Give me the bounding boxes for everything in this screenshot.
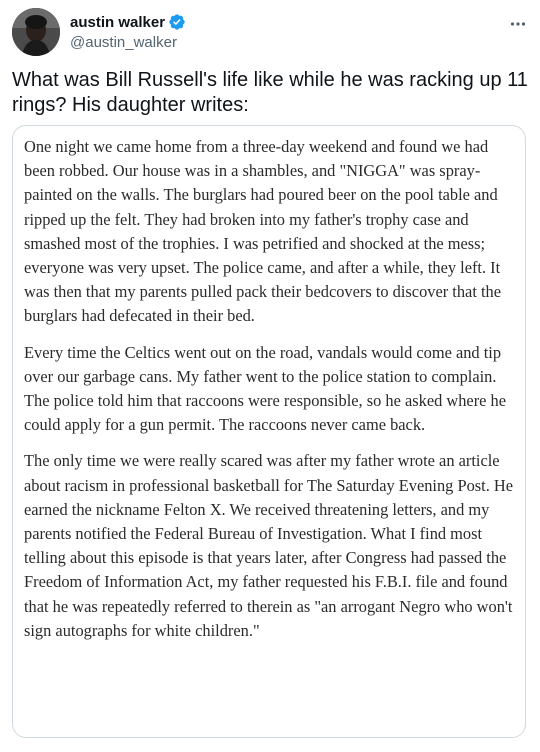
display-name[interactable]: austin walker xyxy=(70,13,166,31)
excerpt-paragraph-3: The only time we were really scared was after my father wrote an article about racism in professional basketball for The Saturday Evening Post. He earned the nickname Felton X. We received threatening letters, and my parents notified the Federal Bureau of Investigation. What I find most telling about this episode is that years later, after Congress had passed the Freedom of Information Act, my father requested his F.B.I. file and found that he was repeatedly referred to therein as "an arrogant Negro who won't sign autographs for white children." xyxy=(24,451,514,640)
excerpt-paragraph-2: Every time the Celtics went out on the road, vandals would come and tip over our garbage cans. My father went to the police station to complain. The police told him that raccoons were responsible, so he asked where he could apply for a gun permit. The raccoons never came back. xyxy=(24,342,506,435)
avatar[interactable] xyxy=(12,8,60,56)
attached-image[interactable] xyxy=(12,125,526,738)
avatar-photo xyxy=(12,8,60,56)
tweet-header xyxy=(12,8,528,58)
excerpt-paragraph-1: One night we came home from a three-day weekend and found we had been robbed. Our house was in a shambles, and "NIGGA" was spray-painted on the walls. The burglars had poured beer on the pool table and ripped up the felt. They had broken into my father's trophy case and smashed most of the trophies. I was petrified and shocked at the mess; everyone was very upset. The police came, and after a while, they left. It was then that my parents pulled pack their bedcovers to discover that the burglars had defecated in their bed. xyxy=(24,137,502,326)
more-options-icon[interactable] xyxy=(508,14,528,34)
author-name-row xyxy=(70,12,186,32)
author-info xyxy=(70,12,186,51)
tweet-text: What was Bill Russell's life like while he was racking up 11 rings? His daughter writes: xyxy=(12,69,528,116)
user-handle[interactable]: @austin_walker xyxy=(70,34,177,51)
verified-badge-icon xyxy=(168,13,186,31)
book-excerpt xyxy=(24,135,520,655)
